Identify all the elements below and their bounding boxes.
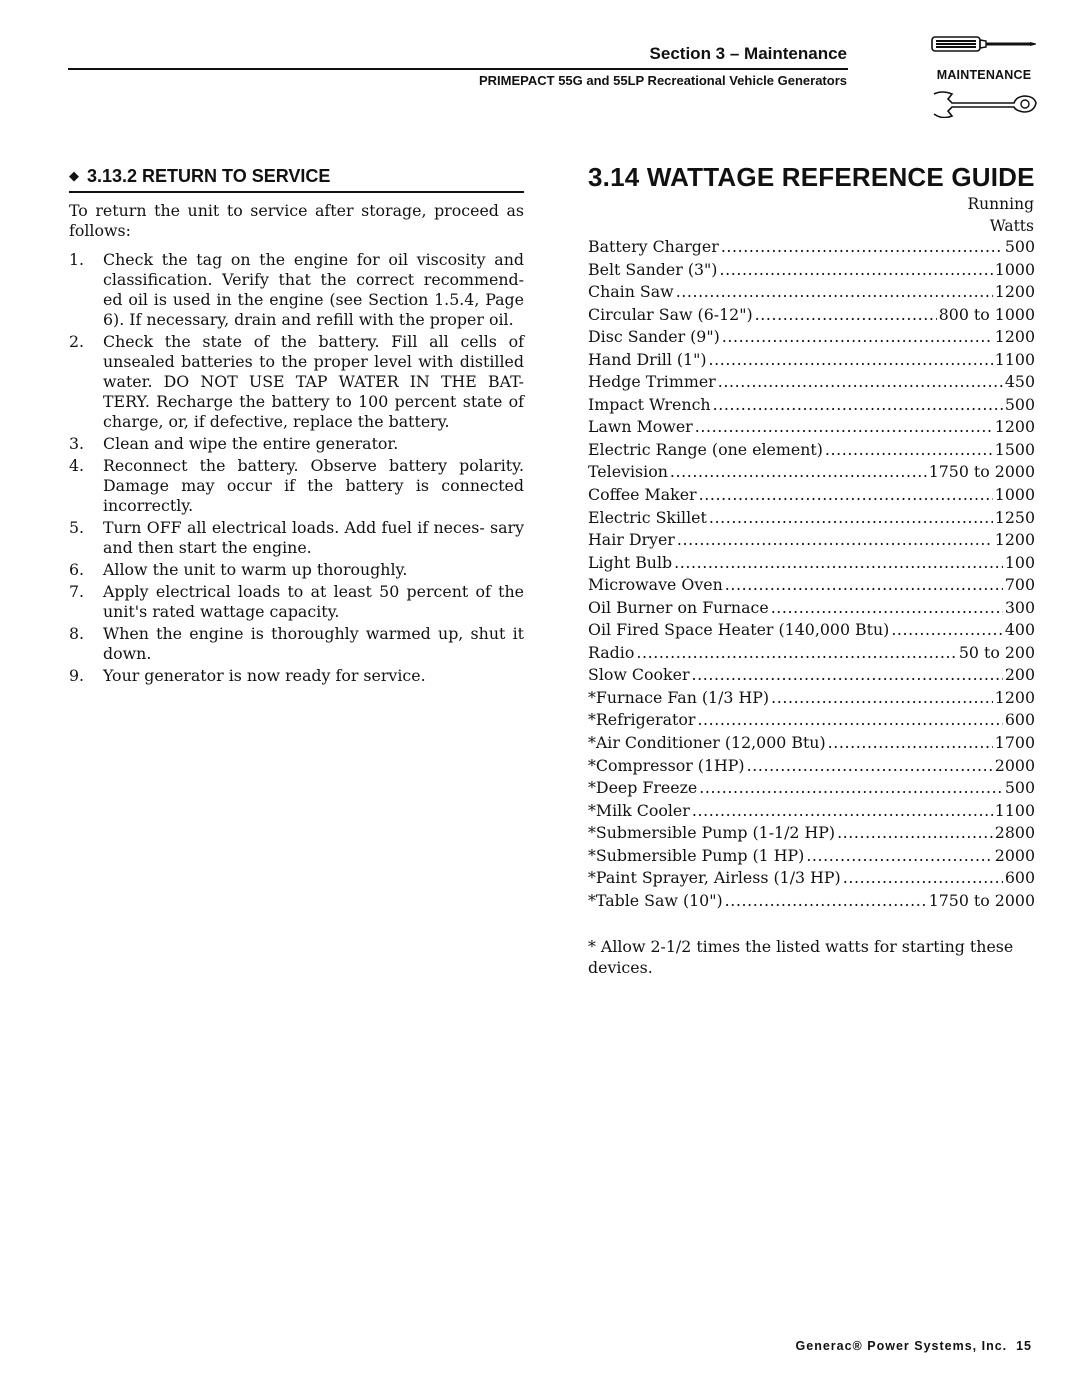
page-number: 15 <box>1016 1339 1032 1353</box>
device-name: Chain Saw <box>588 282 674 302</box>
table-row <box>588 416 1035 439</box>
dot-leader <box>722 326 993 349</box>
table-row <box>588 236 1035 259</box>
running-watts-value: 1000 <box>994 485 1035 505</box>
device-name: *Furnace Fan (1/3 HP) <box>588 687 770 707</box>
running-watts-value: 450 <box>1004 372 1035 392</box>
device-name: Slow Cooker <box>588 665 690 685</box>
dot-leader <box>771 597 1003 620</box>
step-text: Allow the unit to warm up thoroughly. <box>103 560 408 579</box>
table-row <box>588 259 1035 282</box>
table-row <box>588 484 1035 507</box>
running-watts-value: 2000 <box>994 845 1035 865</box>
device-name: *Submersible Pump (1 HP) <box>588 845 805 865</box>
running-watts-value: 1250 <box>994 507 1035 527</box>
table-row <box>588 507 1035 530</box>
device-name: *Compressor (1HP) <box>588 755 745 775</box>
dot-leader <box>713 394 1003 417</box>
device-name: Impact Wrench <box>588 394 711 414</box>
step-number: 6. <box>69 560 85 579</box>
running-watts-value: 1100 <box>994 349 1035 369</box>
running-watts-value: 1750 to 2000 <box>928 462 1035 482</box>
running-watts-value: 1200 <box>994 687 1035 707</box>
step-number: 7. <box>69 582 85 601</box>
step-text: Reconnect the battery. Observe battery polarity. Damage may occur if the battery is connected incorrectly. <box>103 456 524 515</box>
device-name: Electric Skillet <box>588 507 707 527</box>
table-row <box>588 642 1035 665</box>
device-name: Hair Dryer <box>588 530 675 550</box>
table-row <box>588 439 1035 462</box>
device-name: *Deep Freeze <box>588 778 698 798</box>
step-number: 2. <box>69 332 85 351</box>
running-watts-value: 2800 <box>994 823 1035 843</box>
step-text: Check the state of the battery. Fill all cells of unsealed batteries to the proper level with distilled water. DO NOT USE TAP WATER IN THE BAT- TERY. Recharge the battery to 100 percent state of charge, or, if defective, replace the battery. <box>103 332 524 431</box>
running-watts-value: 1500 <box>994 439 1035 459</box>
table-row <box>588 597 1035 620</box>
running-watts-value: 1750 to 2000 <box>928 890 1035 910</box>
dot-leader <box>725 890 927 913</box>
table-row <box>588 732 1035 755</box>
running-watts-value: 1200 <box>994 282 1035 302</box>
running-watts-value: 500 <box>1004 778 1035 798</box>
running-watts-value: 700 <box>1004 575 1035 595</box>
page-footer <box>796 1339 1032 1353</box>
step-list <box>69 250 524 686</box>
running-watts-value: 1700 <box>994 733 1035 753</box>
device-name: Coffee Maker <box>588 485 697 505</box>
starting-watts-footnote: * Allow 2-1/2 times the listed watts for starting these devices. <box>588 937 1014 977</box>
running-watts-value: 1100 <box>994 800 1035 820</box>
table-row <box>588 574 1035 597</box>
device-name: Oil Fired Space Heater (140,000 Btu) <box>588 620 890 640</box>
dot-leader <box>771 687 993 710</box>
dot-leader <box>891 619 1003 642</box>
running-watts-value: 600 <box>1004 710 1035 730</box>
dot-leader <box>636 642 956 665</box>
intro-paragraph: To return the unit to service after storage, proceed as follows: <box>69 201 524 240</box>
list-item <box>69 332 524 432</box>
device-name: *Air Conditioner (12,000 Btu) <box>588 733 826 753</box>
device-name: *Paint Sprayer, Airless (1/3 HP) <box>588 868 841 888</box>
wattage-guide-title: 3.14 WATTAGE REFERENCE GUIDE <box>588 162 1035 192</box>
device-name: Battery Charger <box>588 237 719 256</box>
return-to-service-section <box>69 166 524 688</box>
dot-leader <box>825 439 993 462</box>
wrench-icon <box>930 88 1038 118</box>
device-name: *Table Saw (10") <box>588 890 723 910</box>
device-name: Hedge Trimmer <box>588 372 716 392</box>
device-name: Oil Burner on Furnace <box>588 597 769 617</box>
dot-leader <box>755 304 937 327</box>
table-row <box>588 326 1035 349</box>
running-watts-value: 50 to 200 <box>958 642 1035 662</box>
step-number: 8. <box>69 624 85 643</box>
list-item <box>69 582 524 622</box>
running-watts-value: 1000 <box>994 259 1035 279</box>
device-name: Belt Sander (3") <box>588 259 718 279</box>
list-item <box>69 666 524 686</box>
running-watts-value: 100 <box>1004 552 1035 572</box>
diamond-bullet-icon: ◆ <box>69 168 79 183</box>
running-watts-value: 1200 <box>994 417 1035 437</box>
step-number: 5. <box>69 518 85 537</box>
table-row <box>588 619 1035 642</box>
section-title: Section 3 – Maintenance <box>649 44 847 63</box>
return-to-service-heading <box>69 166 524 193</box>
dot-leader <box>725 574 1003 597</box>
heading-text: 3.13.2 RETURN TO SERVICE <box>87 166 331 186</box>
list-item <box>69 456 524 516</box>
table-row <box>588 281 1035 304</box>
table-row <box>588 845 1035 868</box>
dot-leader <box>670 461 927 484</box>
running-watts-value: 1200 <box>994 530 1035 550</box>
dot-leader <box>695 416 993 439</box>
table-row <box>588 687 1035 710</box>
dot-leader <box>806 845 992 868</box>
table-row <box>588 371 1035 394</box>
step-number: 3. <box>69 434 85 453</box>
device-name: Circular Saw (6-12") <box>588 304 753 324</box>
dot-leader <box>674 552 1003 575</box>
dot-leader <box>692 800 993 823</box>
dot-leader <box>709 349 993 372</box>
list-item <box>69 518 524 558</box>
table-row <box>588 755 1035 778</box>
list-item <box>69 250 524 330</box>
company-name: Generac® Power Systems, Inc. <box>795 1339 1008 1353</box>
table-row <box>588 349 1035 372</box>
device-name: *Milk Cooler <box>588 800 690 820</box>
table-row <box>588 867 1035 890</box>
dot-leader <box>719 259 992 282</box>
device-name: Disc Sander (9") <box>588 327 720 347</box>
device-name: *Submersible Pump (1-1/2 HP) <box>588 823 836 843</box>
header-rule <box>68 68 848 70</box>
screwdriver-icon <box>930 32 1038 58</box>
column-header-running: Running <box>967 195 1034 213</box>
dot-leader <box>692 664 1003 687</box>
table-row <box>588 304 1035 327</box>
table-row <box>588 890 1035 913</box>
dot-leader <box>709 507 993 530</box>
dot-leader <box>697 709 1002 732</box>
table-row <box>588 529 1035 552</box>
step-text: Check the tag on the engine for oil viscosity and classification. Verify that the correct recommend- ed oil is used in the engine (see Section 1.5.4, Page 6). If necessary, drain and refill with the proper oil. <box>103 250 524 329</box>
running-watts-value: 1200 <box>994 327 1035 347</box>
maintenance-label: MAINTENANCE <box>936 68 1032 82</box>
running-watts-value: 500 <box>1004 394 1035 414</box>
running-watts-value: 500 <box>1004 237 1035 256</box>
step-number: 9. <box>69 666 85 685</box>
wattage-table <box>588 236 1035 912</box>
running-watts-value: 400 <box>1004 620 1035 640</box>
table-row <box>588 461 1035 484</box>
device-name: Electric Range (one element) <box>588 439 823 459</box>
device-name: Hand Drill (1") <box>588 349 707 369</box>
dot-leader <box>699 777 1003 800</box>
step-text: Apply electrical loads to at least 50 percent of the unit's rated wattage capacity. <box>103 582 524 621</box>
dot-leader <box>718 371 1003 394</box>
dot-leader <box>676 281 993 304</box>
maintenance-badge <box>928 30 1040 122</box>
device-name: Light Bulb <box>588 552 673 572</box>
running-watts-header <box>850 193 1034 237</box>
dot-leader <box>828 732 993 755</box>
step-number: 1. <box>69 250 85 269</box>
running-watts-value: 600 <box>1004 868 1035 888</box>
dot-leader <box>843 867 1003 890</box>
dot-leader <box>699 484 993 507</box>
running-watts-value: 800 to 1000 <box>938 304 1035 324</box>
list-item <box>69 560 524 580</box>
dot-leader <box>747 755 993 778</box>
table-row <box>588 800 1035 823</box>
step-number: 4. <box>69 456 85 475</box>
running-watts-value: 2000 <box>994 755 1035 775</box>
table-row <box>588 822 1035 845</box>
device-name: *Refrigerator <box>588 710 696 730</box>
step-text: Your generator is now ready for service. <box>103 666 426 685</box>
device-name: Lawn Mower <box>588 417 693 437</box>
dot-leader <box>837 822 993 845</box>
table-row <box>588 777 1035 800</box>
step-text: Turn OFF all electrical loads. Add fuel if neces- sary and then start the engine. <box>103 518 524 557</box>
device-name: Radio <box>588 642 635 662</box>
table-row <box>588 552 1035 575</box>
device-name: Microwave Oven <box>588 575 723 595</box>
running-watts-value: 300 <box>1004 597 1035 617</box>
column-header-watts: Watts <box>989 217 1034 235</box>
list-item <box>69 434 524 454</box>
table-row <box>588 709 1035 732</box>
step-text: Clean and wipe the entire generator. <box>103 434 399 453</box>
table-row <box>588 664 1035 687</box>
device-name: Television <box>588 462 668 482</box>
list-item <box>69 624 524 664</box>
dot-leader <box>677 529 993 552</box>
dot-leader <box>721 236 1003 259</box>
step-text: When the engine is thoroughly warmed up, shut it down. <box>103 624 524 663</box>
running-watts-value: 200 <box>1004 665 1035 685</box>
table-row <box>588 394 1035 417</box>
document-subtitle: PRIMEPACT 55G and 55LP Recreational Vehicle Generators <box>479 73 847 88</box>
